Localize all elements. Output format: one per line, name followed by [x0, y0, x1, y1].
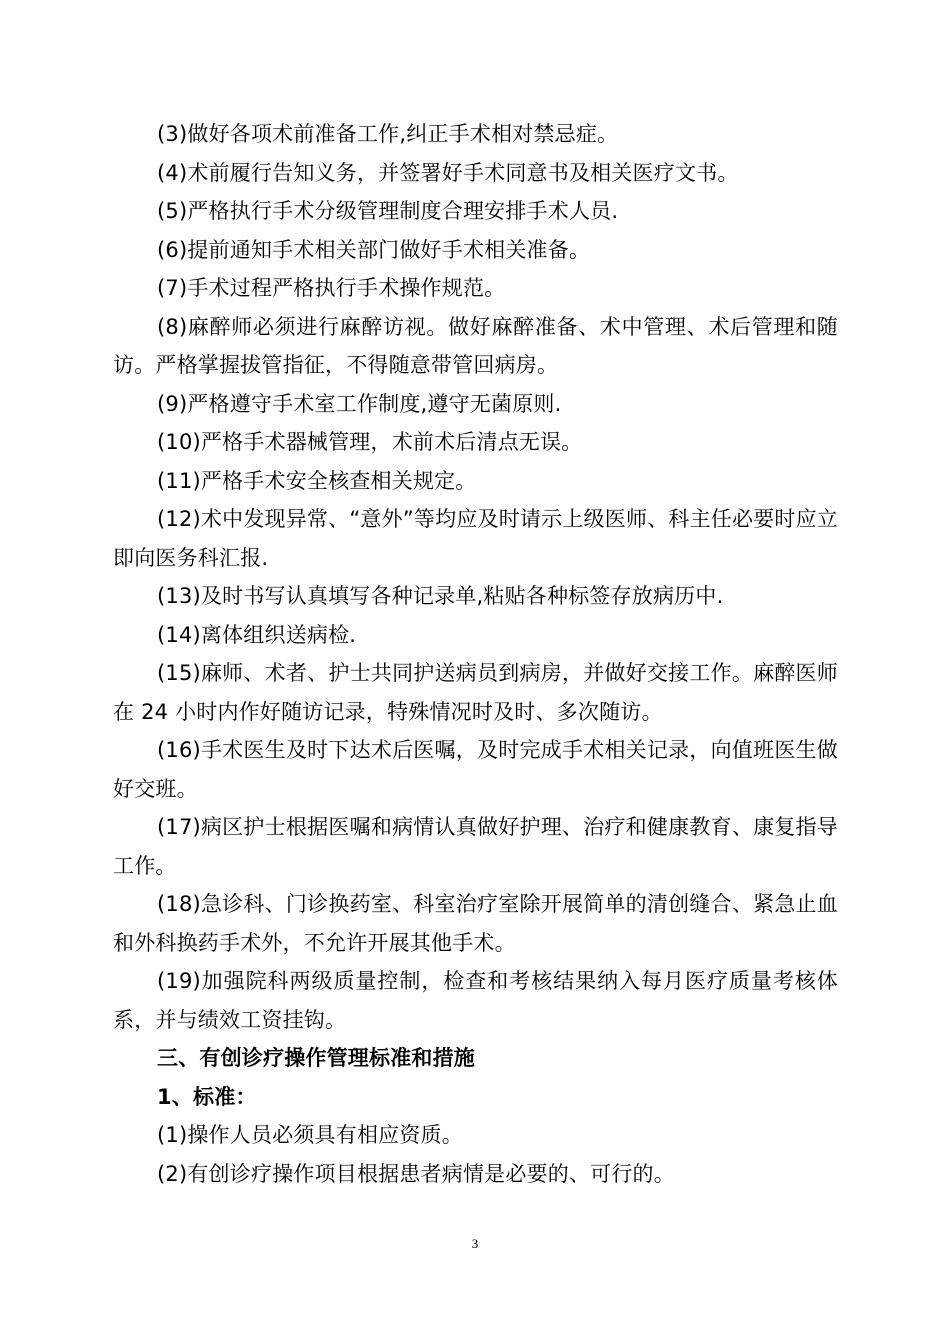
- paragraph-8: (8)麻醉师必须进行麻醉访视。做好麻醉准备、术中管理、术后管理和随访。严格掌握拔管指征，不得随意带管回病房。: [113, 314, 838, 377]
- section-heading: 三、有创诊疗操作管理标准和措施: [157, 1046, 475, 1070]
- paragraph-15: (15)麻师、术者、护士共同护送病员到病房，并做好交接工作。麻醉医师在 24 小时内作好随访记录，特殊情况时及时、多次随访。: [113, 661, 838, 724]
- paragraph-16: (16)手术医生及时下达术后医嘱，及时完成手术相关记录，向值班医生做好交班。: [113, 738, 838, 801]
- paragraph-9: (9)严格遵守手术室工作制度,遵守无菌原则.: [157, 391, 562, 416]
- paragraph-5: (5)严格执行手术分级管理制度合理安排手术人员.: [157, 199, 619, 223]
- paragraph-6: (6)提前通知手术相关部门做好手术相关准备。: [157, 237, 591, 262]
- paragraph-19: (19)加强院科两级质量控制，检查和考核结果纳入每月医疗质量考核体系，并与绩效工资挂钩。: [113, 969, 838, 1032]
- paragraph-13: (13)及时书写认真填写各种记录单,粘贴各种标签存放病历中.: [157, 584, 724, 608]
- paragraph-11: (11)严格手术安全核查相关规定。: [157, 468, 477, 493]
- page-number: 3: [471, 1236, 479, 1251]
- paragraph-3: (3)做好各项术前准备工作,纠正手术相对禁忌症。: [157, 122, 619, 146]
- paragraph-4: (4)术前履行告知义务，并签署好手术同意书及相关医疗文书。: [157, 160, 739, 185]
- standard-item-2: (2)有创诊疗操作项目根据患者病情是必要的、可行的。: [157, 1161, 675, 1186]
- paragraph-14: (14)离体组织送病检.: [157, 622, 357, 647]
- paragraph-10: (10)严格手术器械管理，术前术后清点无误。: [157, 430, 583, 454]
- paragraph-12: (12)术中发现异常、“意外”等均应及时请示上级医师、科主任必要时应立即向医务科汇报.: [113, 507, 838, 570]
- paragraph-17: (17)病区护士根据医嘱和病情认真做好护理、治疗和健康教育、康复指导工作。: [113, 815, 838, 878]
- paragraph-18: (18)急诊科、门诊换药室、科室治疗室除开展简单的清创缝合、紧急止血和外科换药手术外，不允许开展其他手术。: [113, 892, 838, 955]
- sub-heading: 1、标准：: [157, 1084, 257, 1109]
- document-body: [113, 115, 838, 1193]
- paragraph-7: (7)手术过程严格执行手术操作规范。: [157, 276, 506, 300]
- standard-item-1: (1)操作人员必须具有相应资质。: [157, 1123, 463, 1147]
